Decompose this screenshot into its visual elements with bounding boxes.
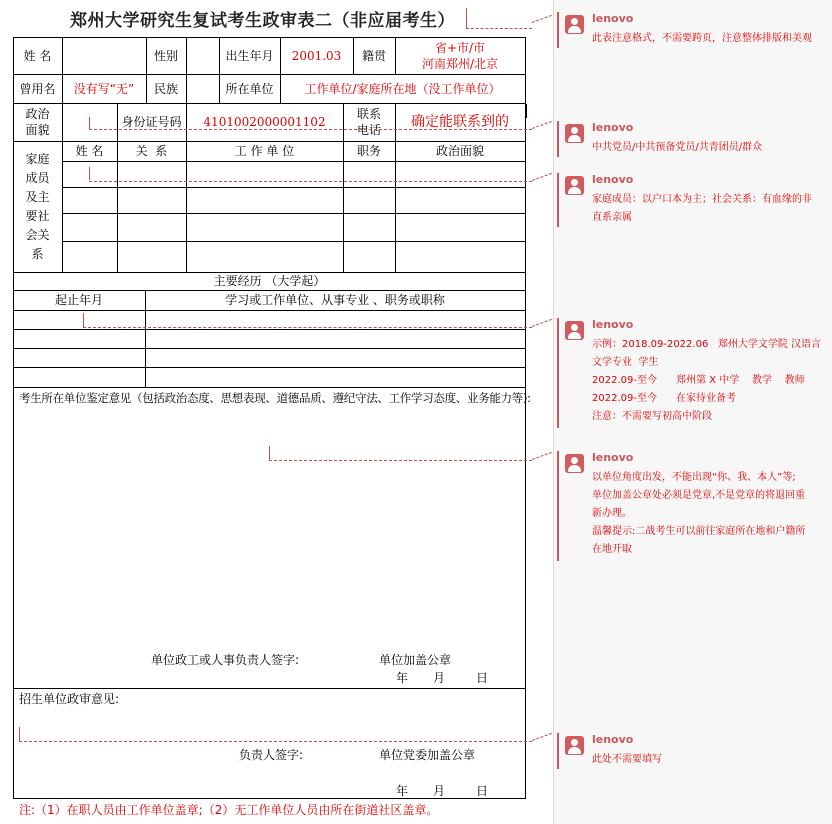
comment-card[interactable] (557, 121, 827, 157)
comment-text (592, 751, 824, 769)
comment-text (592, 336, 824, 426)
comment-anchor-line (89, 181, 532, 182)
phone-label-line2: 电话 (356, 123, 381, 137)
footnote: 注:（1）在职人员由工作单位盖章;（2）无工作单位人员由所在街道社区盖章。 (19, 803, 439, 817)
comment-card[interactable] (557, 173, 827, 227)
comment-author: lenovo (592, 451, 634, 464)
family-row[interactable] (62, 187, 525, 213)
admission-date-day: 日 (476, 784, 489, 798)
admission-opinion-label: 招生单位政审意见: (19, 692, 120, 706)
comment-card[interactable] (557, 318, 827, 428)
comment-connector (532, 452, 552, 460)
admission-date-month: 月 (433, 784, 446, 798)
family-header-relation: 关 系 (135, 144, 168, 158)
experience-row[interactable] (13, 329, 525, 348)
name-field[interactable] (62, 37, 146, 74)
phone-label (343, 103, 395, 141)
political-label-line1: 政治 (25, 107, 50, 121)
comment-author: lenovo (592, 318, 634, 331)
comment-author: lenovo (592, 12, 634, 25)
family-label-part: 及主 (25, 189, 50, 204)
comment-anchor-political (89, 117, 90, 129)
family-header-position: 职务 (356, 144, 381, 158)
family-label-part: 系 (31, 246, 44, 261)
comment-anchor-line (466, 28, 532, 29)
unit-seal-label: 单位加盖公章 (379, 653, 452, 667)
comment-anchor-line (19, 741, 532, 742)
family-label-part: 会关 (25, 227, 50, 242)
comment-connector (532, 319, 552, 327)
comment-anchor-title (466, 8, 467, 28)
ethnicity-field[interactable] (186, 74, 219, 103)
family-row[interactable] (62, 213, 525, 241)
comment-line: 在地开取 (592, 544, 632, 555)
id-number-field[interactable]: 4101002000001102 (203, 115, 326, 129)
comment-line: 注意：不需要写初高中阶段 (592, 411, 712, 422)
former-name-field[interactable]: 没有写“无” (73, 81, 135, 96)
user-avatar-icon (565, 321, 584, 340)
comment-anchor-line (83, 327, 532, 328)
comment-line: 此表注意格式，不需要跨页，注意整体排版和美观 (592, 33, 812, 44)
comment-card[interactable] (557, 451, 827, 561)
unit-field[interactable]: 工作单位/家庭所在地（没工作单位） (304, 81, 501, 96)
comment-line: 温馨提示:二战考生可以前往家庭所在地和户籍所 (592, 526, 806, 537)
phone-field[interactable]: 确定能联系到的 (411, 114, 509, 130)
comment-connector (532, 15, 552, 23)
experience-header-period: 起止年月 (54, 293, 103, 307)
family-header-name: 姓 名 (75, 144, 104, 158)
comment-card[interactable] (557, 733, 827, 769)
gender-field[interactable] (186, 37, 219, 74)
former-name-label: 曾用名 (19, 81, 56, 96)
admission-opinion-box[interactable] (13, 688, 525, 798)
id-number-label: 身份证号码 (121, 115, 182, 129)
comment-line: 文学专业 学生 (592, 357, 659, 368)
unit-signature-label: 单位政工或人事负责人签字: (151, 653, 300, 667)
comment-text (592, 191, 824, 227)
native-place-line2: 河南郑州/北京 (421, 56, 499, 71)
comment-anchor-opinion (269, 446, 270, 460)
comment-connector (532, 121, 552, 129)
political-status-label (13, 103, 62, 141)
comment-line: 家庭成员：以户口本为主；社会关系：有血缘的非 (592, 194, 812, 205)
comment-anchor-experience (83, 313, 84, 327)
family-label-part: 要社 (25, 208, 50, 223)
unit-label: 所在单位 (225, 81, 274, 96)
document-title: 郑州大学研究生复试考生政审表二（非应届考生） (70, 11, 455, 31)
experience-row[interactable] (13, 348, 525, 367)
native-place-label: 籍贯 (361, 48, 386, 63)
comment-line: 直系亲属 (592, 212, 632, 223)
user-avatar-icon (565, 176, 584, 195)
comment-anchor-line (269, 460, 532, 461)
phone-label-line1: 联系 (356, 107, 381, 121)
user-avatar-icon (565, 124, 584, 143)
unit-opinion-label: 考生所在单位鉴定意见（包括政治态度、思想表现、道德品质、遵纪守法、工作学习态度、业务能力等): (19, 391, 531, 405)
comment-line: 2022.09-至今 郑州第 X 中学 教学 教师 (592, 375, 805, 386)
birth-label: 出生年月 (225, 48, 274, 63)
comment-card[interactable] (557, 12, 827, 48)
user-avatar-icon (565, 454, 584, 473)
gender-label: 性别 (153, 48, 178, 63)
comment-author: lenovo (592, 173, 634, 186)
political-label-line2: 面貌 (25, 123, 50, 137)
unit-date-day: 日 (476, 671, 489, 685)
comment-line: 示例：2018.09-2022.06 郑州大学文学院 汉语言 (592, 339, 822, 350)
admission-date-year: 年 (396, 784, 409, 798)
text-cursor (525, 104, 527, 118)
native-place-field[interactable] (395, 37, 525, 74)
comment-anchor-admission (19, 727, 20, 741)
comment-anchor-line (89, 129, 532, 130)
comment-line: 新办理。 (592, 508, 632, 519)
unit-opinion-box[interactable] (13, 387, 531, 688)
unit-date-year: 年 (396, 671, 409, 685)
comment-line: 2022.09-至今 在家待业备考 (592, 393, 737, 404)
experience-row[interactable] (13, 367, 525, 387)
family-row[interactable] (62, 161, 525, 187)
comments-pane[interactable] (553, 0, 832, 824)
family-side-label (13, 141, 62, 272)
user-avatar-icon (565, 15, 584, 34)
comment-line: 中共党员/中共预备党员/共青团员/群众 (592, 142, 763, 153)
family-header-workplace: 工 作 单 位 (234, 144, 295, 158)
family-label-part: 成员 (25, 170, 50, 185)
user-avatar-icon (565, 736, 584, 755)
comment-text (592, 469, 824, 559)
unit-date-month: 月 (433, 671, 446, 685)
family-header-political: 政治面貌 (435, 144, 484, 158)
comment-author: lenovo (592, 733, 634, 746)
family-row[interactable] (62, 241, 525, 272)
birth-field[interactable]: 2001.03 (291, 48, 342, 63)
comment-anchor-family (89, 167, 90, 180)
comment-connector (532, 733, 552, 741)
family-label-part: 家庭 (25, 151, 50, 166)
comment-line: 以单位角度出发，不能出现“你、我、本人”等; (592, 472, 796, 483)
ethnicity-label: 民族 (153, 81, 178, 96)
comment-connector (532, 173, 552, 181)
comment-line: 单位加盖公章处必须是党章,不是党章的将退回重 (592, 490, 806, 501)
admission-seal-label: 单位党委加盖公章 (379, 748, 476, 762)
experience-header-detail: 学习或工作单位、从事专业 、职务或职称 (225, 293, 445, 307)
name-label: 姓 名 (23, 48, 52, 63)
admission-signature-label: 负责人签字: (239, 748, 304, 762)
experience-section-title: 主要经历 （大学起） (213, 274, 326, 288)
comment-author: lenovo (592, 121, 634, 134)
native-place-line1: 省+市/市 (434, 40, 486, 55)
comment-text (592, 30, 824, 48)
comment-text (592, 139, 824, 157)
comment-line: 此处不需要填写 (592, 754, 662, 765)
